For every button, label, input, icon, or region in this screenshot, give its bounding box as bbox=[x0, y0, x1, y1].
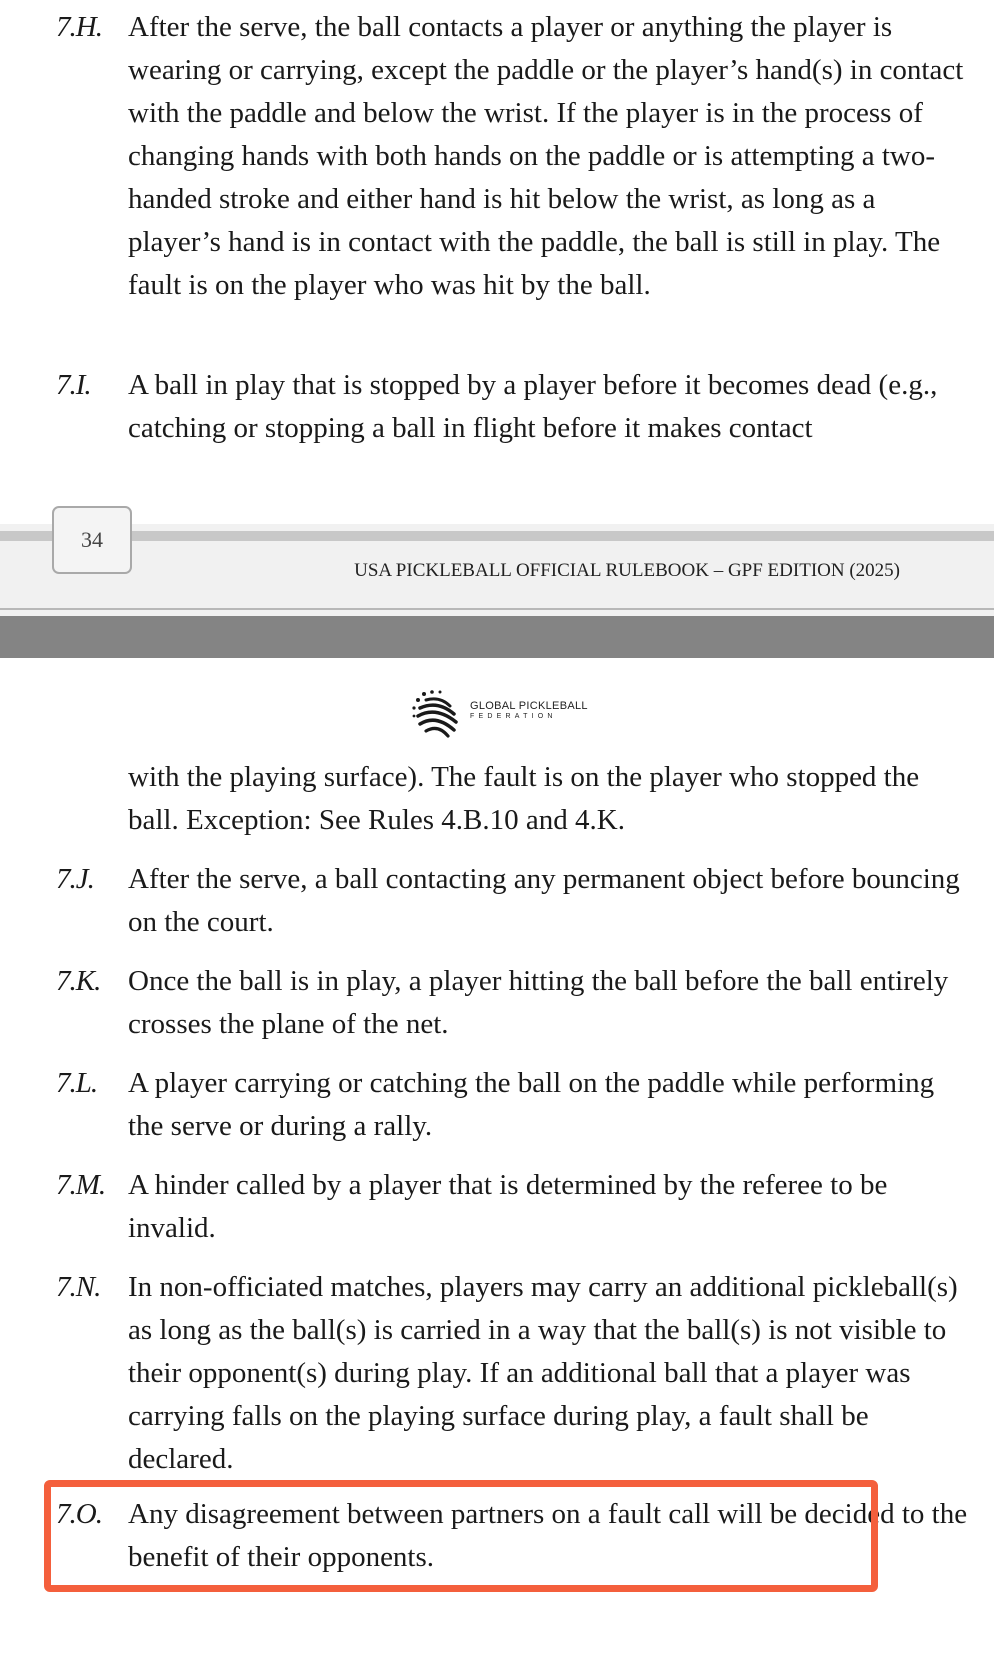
rule-text: After the serve, a ball contacting any permanent object before bouncing on the court. bbox=[128, 863, 960, 938]
rule-id: 7.K. bbox=[56, 965, 101, 997]
continuation-text: with the playing surface). The fault is on the player who stopped the ball. Exception: See Rules 4.B.10 and 4.K. bbox=[128, 761, 920, 836]
footer-title: USA PICKLEBALL OFFICIAL RULEBOOK – GPF EDITION (2025) bbox=[354, 560, 900, 581]
rule-id: 7.H. bbox=[56, 11, 102, 43]
logo-text: GLOBAL PICKLEBALL bbox=[470, 700, 588, 712]
logo-subtext: FEDERATION bbox=[470, 713, 557, 720]
rule-id: 7.O. bbox=[56, 1498, 102, 1530]
rule-id: 7.I. bbox=[56, 369, 91, 401]
footer-divider bbox=[0, 531, 994, 541]
rule-text: A ball in play that is stopped by a player before it becomes dead (e.g., catching or stopping a ball in flight before it makes contact bbox=[128, 369, 938, 444]
rule-text: In non-officiated matches, players may carry an additional pickleball(s) as long as the ball(s) is carried in a way that the ball(s) is not visible to their opponent(s) during play. If an additional ball that a player was carrying falls on the playing surface during play, a fault shall be declared. bbox=[128, 1271, 958, 1475]
rule-id: 7.N. bbox=[56, 1271, 101, 1303]
rule-id: 7.L. bbox=[56, 1067, 98, 1099]
rule-text: A hinder called by a player that is determined by the referee to be invalid. bbox=[128, 1169, 888, 1244]
rule-id: 7.M. bbox=[56, 1169, 106, 1201]
gpf-logo bbox=[410, 686, 590, 742]
page-number: 34 bbox=[52, 506, 132, 574]
highlight-box bbox=[44, 1480, 878, 1592]
rule-id: 7.J. bbox=[56, 863, 94, 895]
rule-text: Once the ball is in play, a player hitting the ball before the ball entirely crosses the plane of the net. bbox=[128, 965, 949, 1040]
rule-text: Any disagreement between partners on a fault call will be decided to the benefit of their opponents. bbox=[128, 1498, 968, 1573]
rule-text: A player carrying or catching the ball on the paddle while performing the serve or during a rally. bbox=[128, 1067, 935, 1142]
rule-text: After the serve, the ball contacts a player or anything the player is wearing or carrying, except the paddle or the player’s hand(s) in contact with the paddle and below the wrist. If the player is in the process of changing hands with both hands on the paddle or is attempting a two-handed stroke and either hand is hit below the wrist, as long as a player’s hand is in contact with the paddle, the ball is still in play. The fault is on the player who was hit by the ball. bbox=[128, 11, 964, 301]
footer-divider bbox=[0, 608, 994, 610]
page-separator bbox=[0, 616, 994, 658]
gpf-logo-icon bbox=[410, 686, 466, 742]
